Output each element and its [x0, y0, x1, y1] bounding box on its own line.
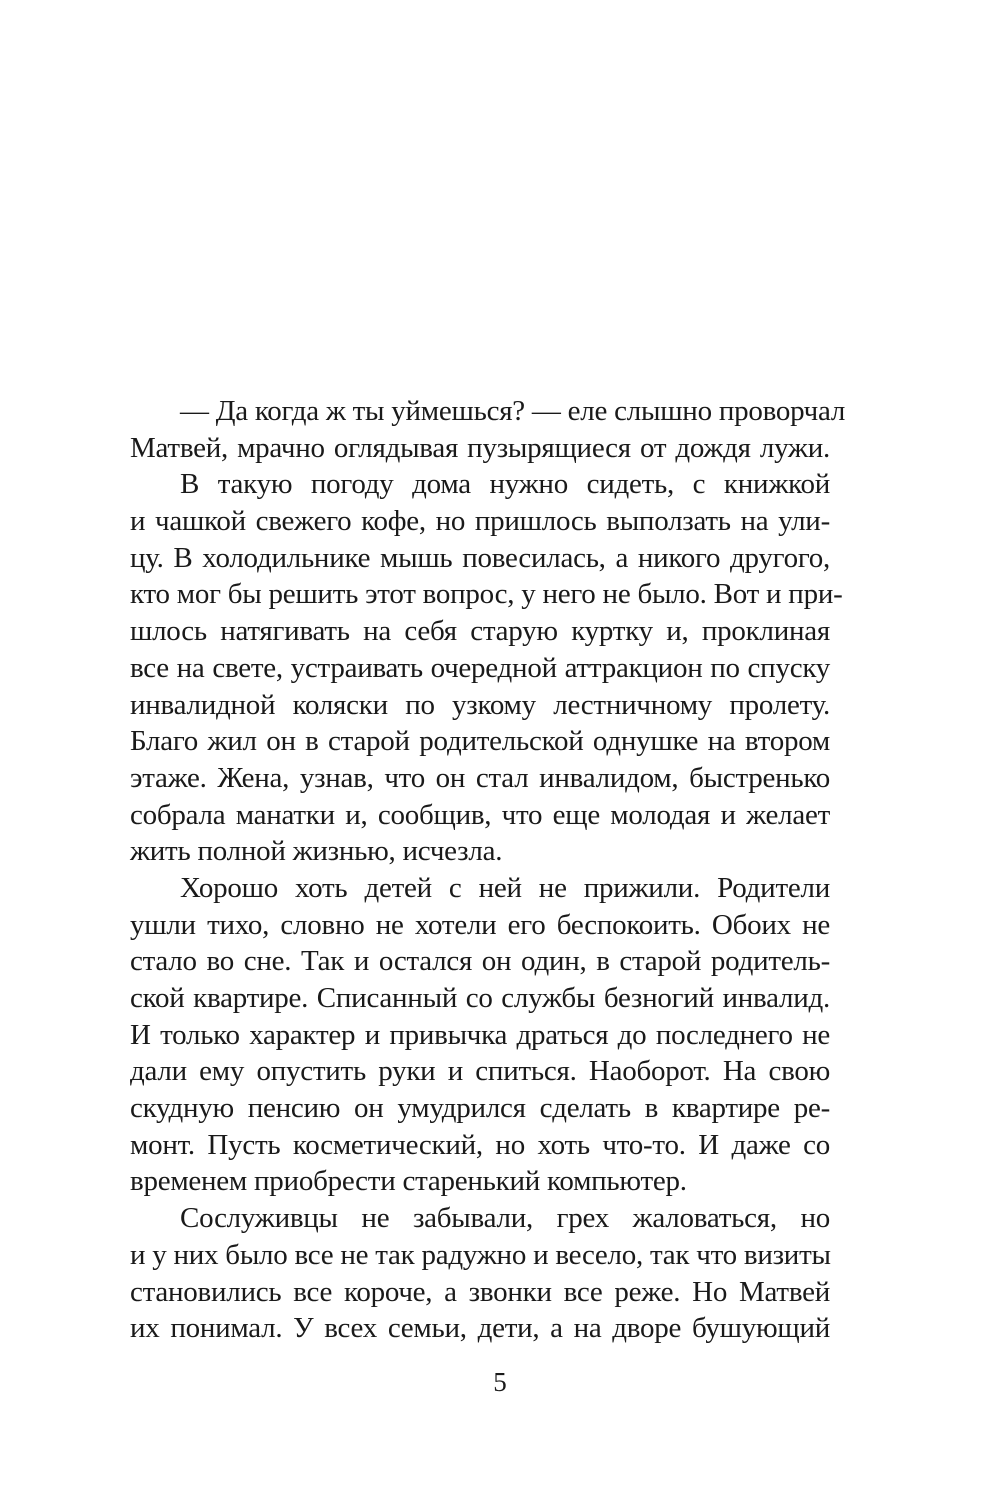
text-line: становились все короче, а звонки все реже. Но Матвей [130, 1275, 830, 1308]
text-line: и чашкой свежего кофе, но пришлось выползать на ули- [130, 505, 830, 538]
text-line: И только характер и привычка драться до последнего не [130, 1018, 830, 1051]
text-line: этаже. Жена, узнав, что он стал инвалидом, быстренько [130, 761, 830, 794]
text-line: шлось натягивать на себя старую куртку и, проклиная [130, 615, 830, 648]
text-line: жить полной жизнью, исчезла. [130, 835, 503, 868]
text-line: скудную пенсию он умудрился сделать в квартире ре- [130, 1092, 830, 1125]
text-line: стало во сне. Так и остался он один, в старой родитель- [130, 945, 830, 978]
text-line: инвалидной коляски по узкому лестничному пролету. [130, 688, 830, 721]
text-line: монт. Пусть косметический, но хоть что-то. И даже со [130, 1128, 830, 1161]
text-line: Сослуживцы не забывали, грех жаловаться, но [180, 1202, 830, 1235]
text-line: временем приобрести старенький компьютер. [130, 1165, 687, 1198]
text-line: кто мог бы решить этот вопрос, у него не было. Вот и при- [130, 578, 843, 611]
text-line: Хорошо хоть детей с ней не прижили. Родители [180, 871, 830, 904]
text-line: все на свете, устраивать очередной аттракцион по спуску [130, 651, 830, 684]
text-line: цу. В холодильнике мышь повесилась, а никого другого, [130, 541, 830, 574]
body-text [130, 393, 846, 1347]
text-line: ской квартире. Списанный со службы безногий инвалид. [130, 982, 830, 1014]
text-line: собрала манатки и, сообщив, что еще молодая и желает [130, 798, 830, 831]
text-line: — Да когда ж ты уймешься? — еле слышно проворчал [180, 395, 846, 427]
text-line: В такую погоду дома нужно сидеть, с книжкой [180, 468, 830, 501]
page-number: 5 [493, 1367, 507, 1397]
text-line: Матвей, мрачно оглядывая пузырящиеся от дождя лужи. [130, 431, 830, 464]
text-line: Благо жил он в старой родительской однушке на втором [130, 725, 830, 758]
text-line: их понимал. У всех семьи, дети, а на дворе бушующий [130, 1312, 830, 1345]
text-line: дали ему опустить руки и спиться. Наоборот. На свою [130, 1055, 830, 1088]
text-line: ушли тихо, словно не хотели его беспокоить. Обоих не [130, 908, 830, 941]
text-line: и у них было все не так радужно и весело, так что визиты [130, 1238, 831, 1271]
